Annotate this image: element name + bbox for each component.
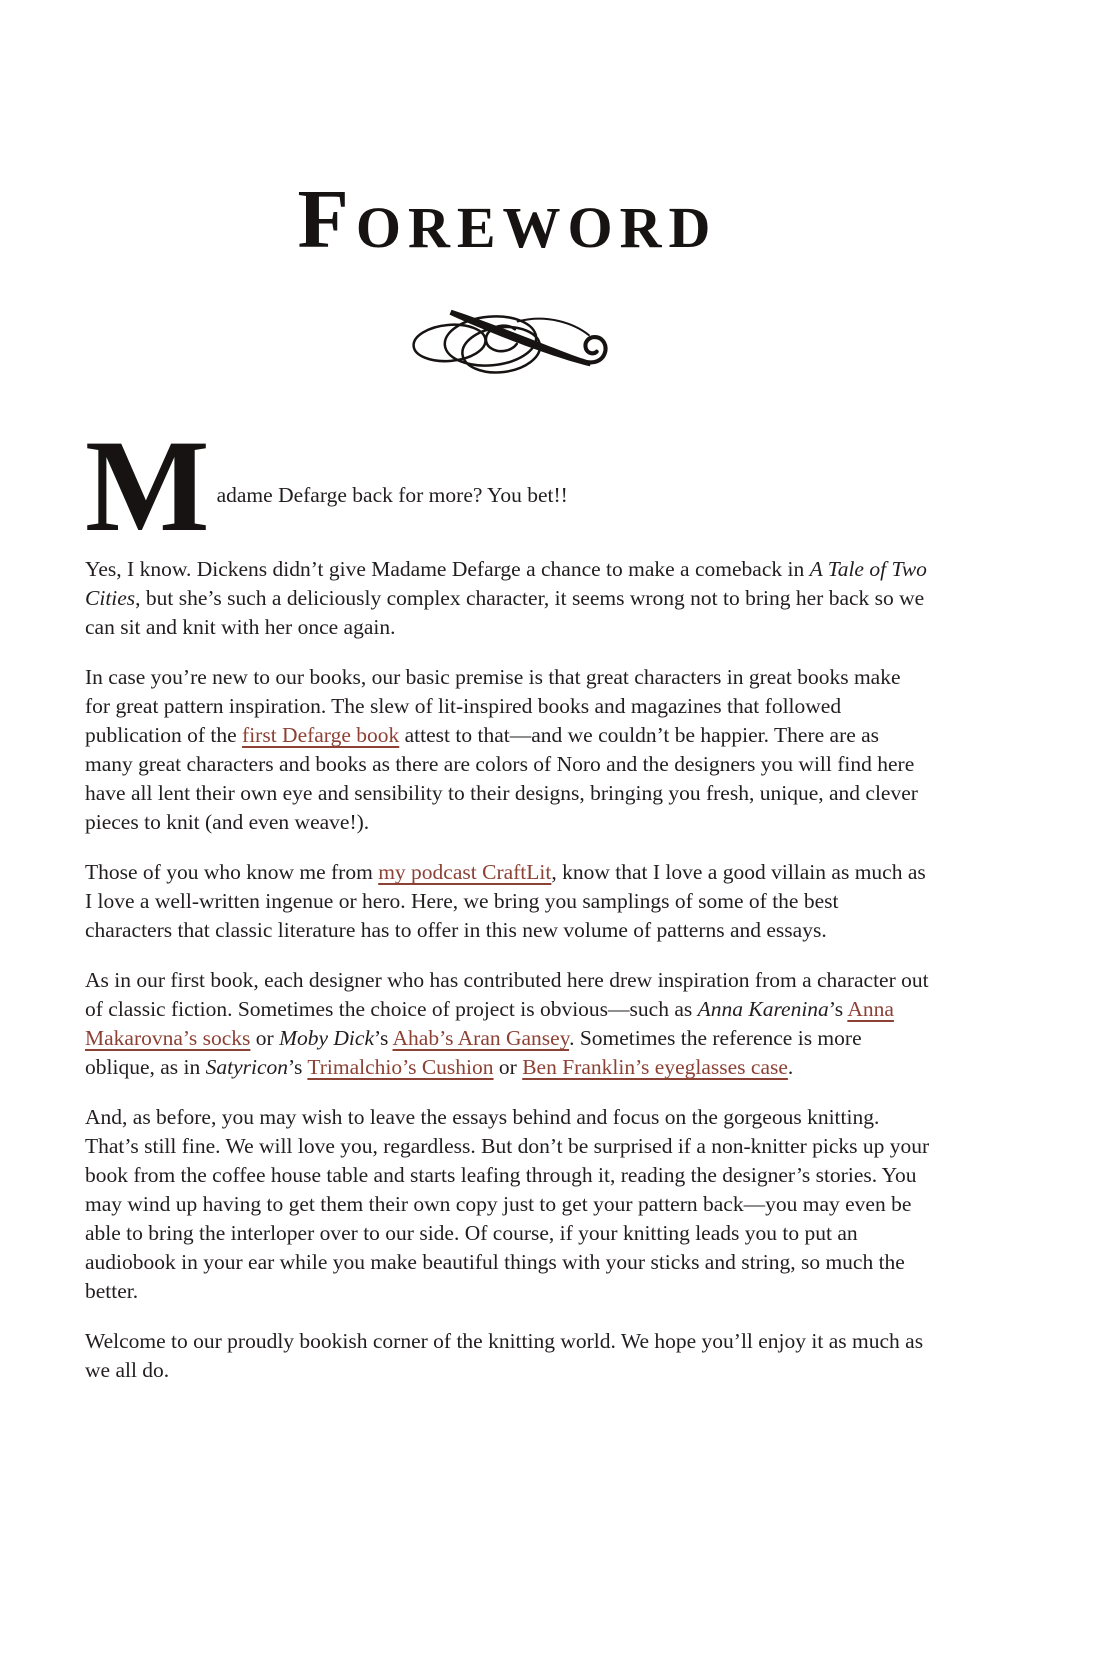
trimalchios-cushion-link[interactable]: Trimalchio’s Cushion: [307, 1055, 494, 1080]
italic-title-text: Anna Karenina: [697, 997, 829, 1022]
italic-title-text: Moby Dick: [279, 1026, 374, 1051]
italic-title-text: A Tale of Two Cities: [85, 557, 927, 611]
text-run: attest to that—and we couldn’t be happier. There are as many great characters and books as there are colors of Noro and the designers you will find here have all lent their own eye and sensibility to their designs, bringing you fresh, unique, and clever pieces to knit (and even weave!).: [85, 723, 918, 835]
ahabs-aran-gansey-link[interactable]: Ahab’s Aran Gansey: [392, 1026, 570, 1051]
craftlit-podcast-link[interactable]: my podcast CraftLit: [378, 860, 552, 885]
foreword-body: [85, 555, 930, 1385]
anna-makarovna-socks-link[interactable]: Anna Makarovna’s socks: [85, 997, 894, 1051]
text-run: ’s: [374, 1026, 393, 1051]
text-run: Those of you who know me from: [85, 860, 379, 885]
text-run: .: [787, 1055, 794, 1080]
flourish-ornament-icon: [400, 365, 616, 382]
dropcap-letter: M: [85, 412, 208, 560]
paragraph: [85, 966, 930, 1082]
text-run: or: [250, 1026, 280, 1051]
ornament-row: [85, 302, 930, 380]
text-run: Yes, I know. Dickens didn’t give Madame Defarge a chance to make a comeback in: [85, 557, 810, 582]
first-defarge-book-link[interactable]: first Defarge book: [242, 723, 400, 748]
paragraph: [85, 1103, 930, 1306]
text-run: , know that I love a good villain as much as I love a well-written ingenue or hero. Here, we bring you samplings of some of the best characters that classic literature has to offer in this new volume of patterns and essays.: [85, 860, 926, 943]
text-run: . Sometimes the reference is more oblique, as in: [85, 1026, 862, 1080]
text-run: Welcome to our proudly bookish corner of the knitting world. We hope you’ll enjoy it as much as we all do.: [85, 1329, 924, 1383]
text-run: ’s: [828, 997, 848, 1022]
paragraph: [85, 858, 930, 945]
text-run: ’s: [288, 1055, 308, 1080]
opening-line-row: [85, 412, 930, 560]
page-title: FOREWORD: [297, 173, 718, 266]
text-run: In case you’re new to our books, our basic premise is that great characters in great books make for great pattern inspiration. The slew of lit-inspired books and magazines that followed publication of the: [85, 665, 901, 748]
italic-title-text: Satyricon: [205, 1055, 289, 1080]
text-run: or: [493, 1055, 523, 1080]
paragraph: [85, 663, 930, 837]
ben-franklin-eyeglasses-link[interactable]: Ben Franklin’s eyeglasses case: [522, 1055, 788, 1080]
paragraph: [85, 1327, 930, 1385]
text-run: As in our first book, each designer who has contributed here drew inspiration from a character out of classic fiction. Sometimes the choice of project is obvious—such as: [85, 968, 929, 1022]
text-run: And, as before, you may wish to leave the essays behind and focus on the gorgeous knitting. That’s still fine. We will love you, regardless. But don’t be surprised if a non-knitter picks up your book from the coffee house table and starts leafing through it, reading the designer’s stories. You may wind up having to get them their own copy just to get your pattern back—you may even be able to bring the interloper over to our side. Of course, if your knitting leads you to put an audiobook in your ear while you make beautiful things with your sticks and string, so much the better.: [85, 1105, 930, 1304]
paragraph: [85, 555, 930, 642]
text-run: , but she’s such a deliciously complex character, it seems wrong not to bring her back so we can sit and knit with her once again.: [85, 586, 925, 640]
opening-line-text: adame Defarge back for more? You bet!!: [216, 483, 568, 508]
